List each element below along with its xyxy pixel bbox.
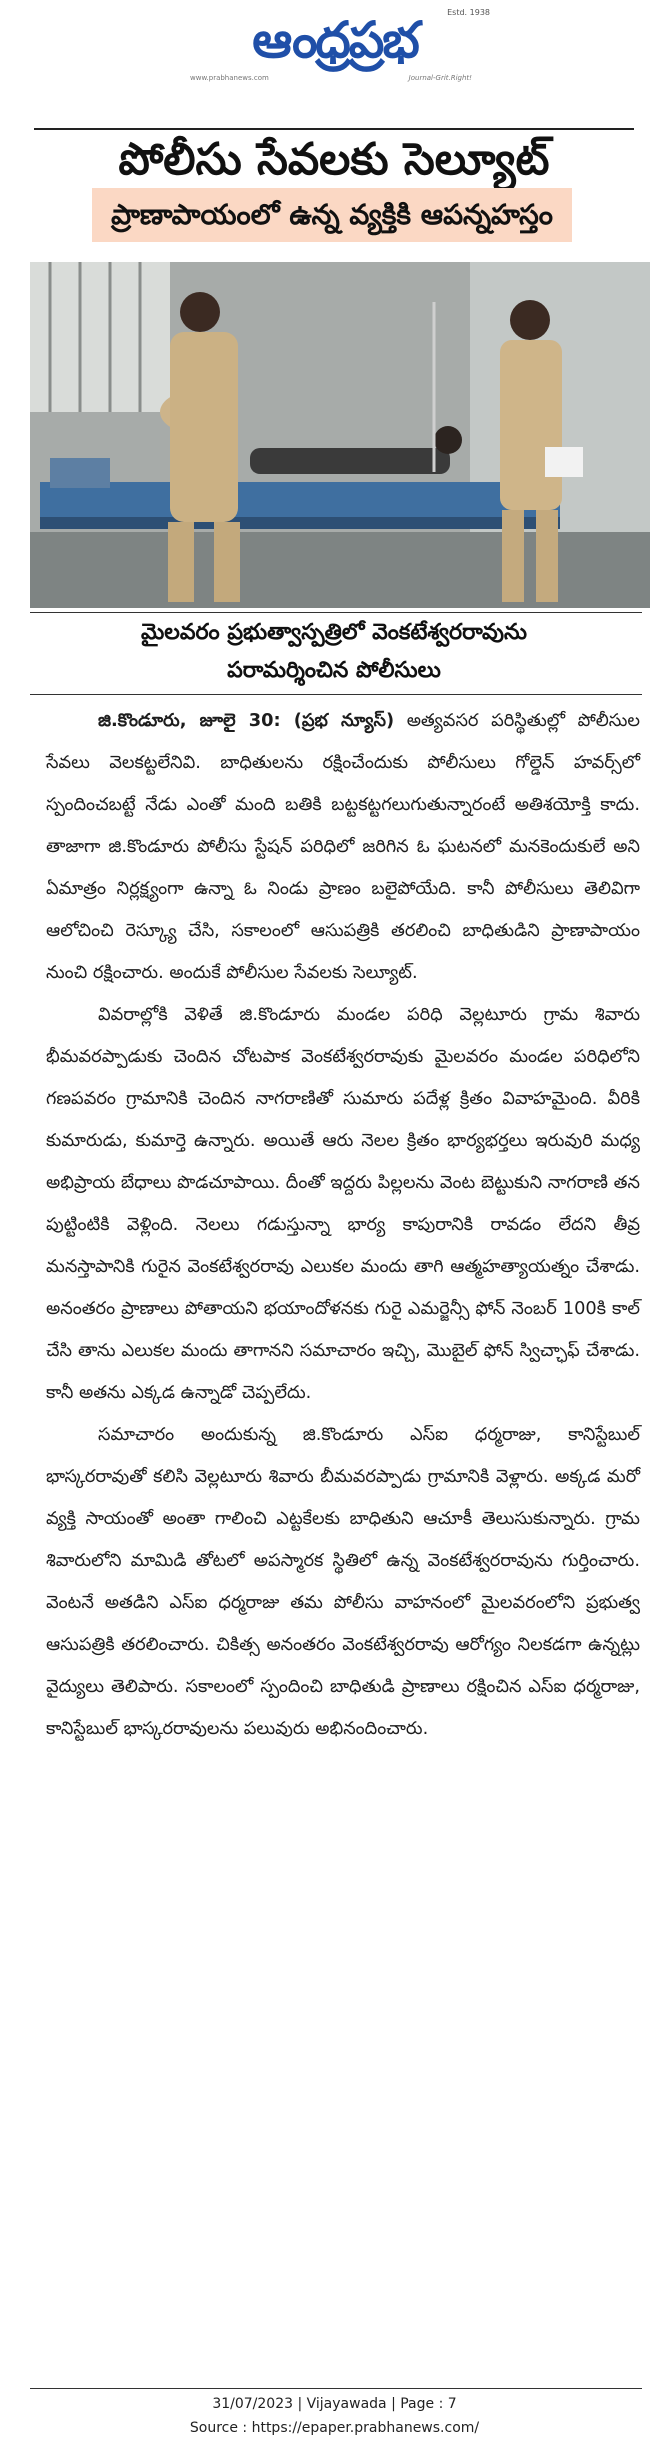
photo-caption — [78, 614, 590, 690]
caption-top-rule — [30, 612, 642, 613]
article-paragraph: వివరాల్లోకి వెళితే జి.కొండూరు మండల పరిధి వెల్లటూరు గ్రామ శివారు భీమవరప్పాడుకు చెందిన చోటపాక వెంకటేశ్వరరావుకు మైలవరం మండల పరిధిలోని గణపవరం గ్రామానికి చెందిన నాగరాణితో సుమారు పదేళ్ల క్రితం వివాహమైంది. వీరికి కుమారుడు, కుమార్తె ఉన్నారు. అయితే ఆరు నెలల క్రితం భార్యభర్తలు ఇరువురి మధ్య అభిప్రాయ బేధాలు పొడచూపాయి. దీంతో ఇద్దరు పిల్లలను వెంట బెట్టుకుని నాగరాణి తన పుట్టింటికి వెళ్లింది. నెలలు గడుస్తున్నా భార్య కాపురానికి రావడం లేదని తీవ్ర మనస్తాపానికి గురైన వెంకటేశ్వరరావు ఎలుకల మందు తాగి ఆత్మహత్యాయత్నం చేశాడు. అనంతరం ప్రాణాలు పోతాయని భయాందోళనకు గురై ఎమర్జెన్సీ ఫోన్ నెంబర్ 100కి కాల్ చేసి తాను ఎలుకల మందు తాగానని సమాచారం ఇచ్చి, మొబైల్ ఫోన్ స్విచ్ఛాఫ్ చేశాడు. కానీ అతను ఎక్కడ ఉన్నాడో చెప్పలేదు. — [46, 1004, 640, 1403]
page-footer — [0, 2392, 669, 2440]
caption-line-1: మైలవరం ప్రభుత్వాస్పత్రిలో వెంకటేశ్వరరావును — [140, 620, 528, 645]
article-dateline: జి.కొండూరు, జూలై 30: (ప్రభ న్యూస్) — [98, 710, 395, 731]
logo-established: Estd. 1938 — [447, 8, 490, 17]
logo-tagline: Journal-Grit.Right! — [408, 74, 472, 82]
footer-rule — [30, 2388, 642, 2389]
news-photo — [30, 262, 650, 608]
article-paragraph — [46, 700, 640, 994]
logo-url: www.prabhanews.com — [190, 74, 269, 82]
article-headline: పోలీసు సేవలకు సెల్యూట్ — [34, 128, 634, 190]
newspaper-logo[interactable] — [180, 8, 490, 96]
edition-info: 31/07/2023 | Vijayawada | Page : 7 — [212, 2396, 457, 2412]
hospital-scene-image — [30, 262, 650, 608]
caption-line-2: పరామర్శించిన పోలీసులు — [227, 658, 441, 683]
paragraph-text: అత్యవసర పరిస్థితుల్లో పోలీసుల సేవలు వెలకట్టలేనివి. బాధితులను రక్షించేందుకు పోలీసులు గోల్డెన్ హవర్స్‌లో స్పందించబట్టే నేడు ఎంతో మంది బతికి బట్టకట్టగలుగుతున్నారంటే అతిశయోక్తి కాదు. తాజాగా జి.కొండూరు పోలీసు స్టేషన్ పరిధిలో జరిగిన ఓ ఘటనలో మనకెందుకులే అని ఏమాత్రం నిర్లక్ష్యంగా ఉన్నా ఓ నిండు ప్రాణం బలైపోయేది. కానీ పోలీసులు తెలివిగా ఆలోచించి రెస్క్యూ చేసి, సకాలంలో ఆసుపత్రికి తరలించి బాధితుడిని ప్రాణాపాయం నుంచి రక్షించారు. అందుకే పోలీసుల సేవలకు సెల్యూట్. — [46, 710, 641, 983]
article-body — [46, 700, 640, 2336]
masthead — [0, 0, 669, 100]
source-link[interactable]: Source : https://epaper.prabhanews.com/ — [189, 2420, 480, 2436]
article-paragraph: సమాచారం అందుకున్న జి.కొండూరు ఎస్ఐ ధర్మరాజు, కానిస్టేబుల్ భాస్కరరావుతో కలిసి వెల్లటూరు శివారు బీమవరప్పాడు గ్రామానికి వెళ్లారు. అక్కడ మరో వ్యక్తి సాయంతో అంతా గాలించి ఎట్టకేలకు బాధితుని ఆచూకీ తెలుసుకున్నారు. గ్రామ శివారులోని మామిడి తోటలో అపస్మారక స్థితిలో ఉన్న వెంకటేశ్వరరావును గుర్తించారు. వెంటనే అతడిని ఎస్ఐ ధర్మరాజు తమ పోలీసు వాహనంలో మైలవరంలోని ప్రభుత్వ ఆసుపత్రికి తరలించారు. చికిత్స అనంతరం వెంకటేశ్వరరావు ఆరోగ్యం నిలకడగా ఉన్నట్లు వైద్యులు తెలిపారు. సకాలంలో స్పందించి బాధితుడి ప్రాణాలు రక్షించిన ఎస్ఐ ధర్మరాజు, కానిస్టేబుల్ భాస్కరరావులను పలువురు అభినందించారు. — [46, 1424, 640, 1739]
logo-wordmark: ఆంధ్రప్రభ — [252, 10, 418, 69]
article-subheadline: ప్రాణాపాయంలో ఉన్న వ్యక్తికి ఆపన్నహస్తం — [92, 188, 572, 242]
caption-bottom-rule — [30, 694, 642, 695]
